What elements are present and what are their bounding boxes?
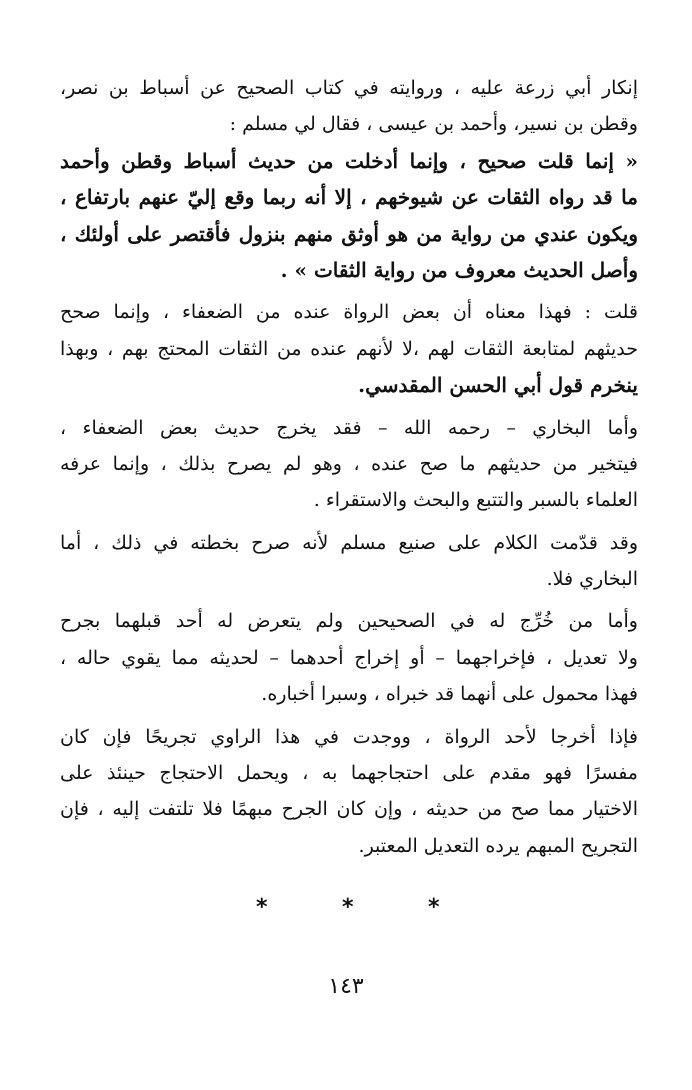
text-line: وأصل الحديث معروف من رواية الثقات » . <box>280 257 638 282</box>
text-line: العلماء بالسبر والتتبع والبحث والاستقراء . <box>313 489 638 512</box>
text-line: ويكون عندي من رواية من هو أوثق منهم بنزول فأقتصر على أولئك ، <box>60 221 638 246</box>
text-line: حديثهم لمتابعة الثقات لهم ،لا لأنهم عنده من الثقات المحتج بهم ، وبهذا <box>60 337 638 360</box>
text-line: وقطن بن نسير، وأحمد بن عيسى ، فقال لي مسلم : <box>229 113 638 136</box>
text-line: « إنما قلت صحيح ، وإنما أدخلت من حديث أسباط وقطن وأحمد <box>60 148 638 173</box>
text-line: ما قد رواه الثقات عن شيوخهم ، إلا أنه ربما وقع إليّ عنهم بارتفاع ، <box>60 185 638 210</box>
separator-star: * <box>428 895 440 920</box>
separator-star: * <box>342 895 354 920</box>
text-line: إنكار أبي زرعة عليه ، وروايته في كتاب الصحيح عن أسباط بن نصر، <box>60 77 638 99</box>
text-line: التجريح المبهم يرده التعديل المعتبر. <box>358 834 638 857</box>
text-line: مفسرًا فهو مقدم على احتجاجهما به ، ويحمل الاحتجاج حينئذ على <box>60 762 638 785</box>
text-line: قلت : فهذا معناه أن بعض الرواة عنده من الضعفاء ، وإنما صحح <box>60 301 638 324</box>
text-line: ينخرم قول أبي الحسن المقدسي. <box>358 373 638 398</box>
separator-star: * <box>256 895 268 920</box>
text-line: فإذا أخرجا لأحد الرواة ، ووجدت في هذا الراوي تجريحًا فإن كان <box>60 725 638 748</box>
text-line: البخاري فلا. <box>546 568 638 591</box>
body-text <box>60 70 638 864</box>
page-number: ١٤٣ <box>328 974 364 999</box>
text-line: وقد قدّمت الكلام على صنيع مسلم لأنه صرح بخطته في ذلك ، أما <box>60 531 638 554</box>
text-line: وأما من خُرِّج له في الصحيحين ولم يتعرض له أحد قبلهما بجرح <box>60 610 638 633</box>
text-line: الاختيار مما صح من حديثه ، وإن كان الجرح مبهمًا فلا تلتفت إليه ، فإن <box>60 798 638 821</box>
text-line: ولا تعديل ، فإخراجهما – أو إخراج أحدهما – لحديثه مما يقوي حاله ، <box>60 646 638 669</box>
section-separator <box>0 893 692 923</box>
text-line: وأما البخاري – رحمه الله – فقد يخرج حديث بعض الضعفاء ، <box>60 416 638 439</box>
text-line: فيتخير من حديثهم ما صح عنده ، وهو لم يصرح بذلك ، وإنما عرفه <box>60 452 638 475</box>
text-line: فهذا محمول على أنهما قد خبراه ، وسبرا أخباره. <box>261 683 638 706</box>
